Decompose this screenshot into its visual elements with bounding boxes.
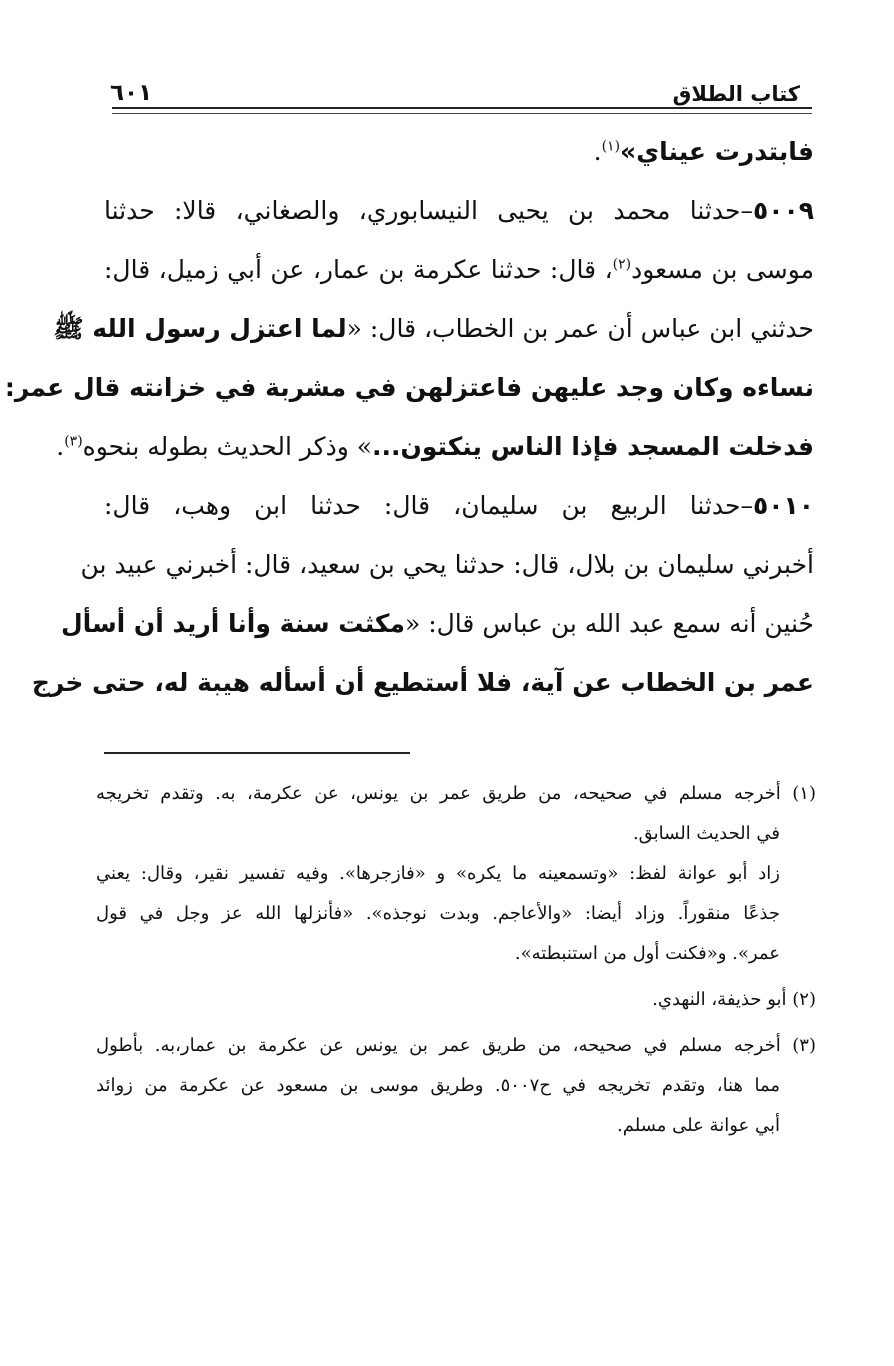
footnote-line: عمر». و«فكنت أول من استنبطته». — [514, 943, 780, 964]
footnotes — [96, 774, 816, 1152]
page-number: ٦٠١ — [110, 80, 153, 106]
footnote-line: (١) أخرجه مسلم في صحيحه، من طريق عمر بن يونس، عن عكرمة، به. وتقدم تخريجه — [96, 783, 816, 804]
footnote-2 — [96, 980, 816, 1020]
isnad-text: » وذكر الحديث بطوله بنحوه — [82, 432, 373, 461]
running-header — [110, 72, 800, 106]
footnote-line: مما هنا، وتقدم تخريجه في ح٥٠٠٧. وطريق موسى بن مسعود عن عكرمة من زوائد — [96, 1075, 781, 1096]
footnote-line: أبي عوانة على مسلم. — [617, 1115, 780, 1136]
header-rule-thin — [112, 113, 812, 114]
hadith-number: ٥٠١٠ — [752, 491, 814, 520]
footnote-ref: (٣) — [64, 433, 83, 450]
punctuation: . — [593, 137, 602, 166]
text-line — [104, 240, 814, 299]
footnote-1 — [96, 774, 816, 974]
hadith-number: ٥٠٠٩ — [752, 196, 814, 225]
hadith-text: فابتدرت عيناي» — [620, 137, 814, 166]
punctuation: . — [56, 432, 65, 461]
footnote-3 — [96, 1026, 816, 1146]
text-line: نساءه وكان وجد عليهن فاعتزلهن في مشربة في خزانته قال عمر: — [4, 373, 814, 402]
hadith-5009-heading — [104, 181, 814, 240]
chapter-title: كتاب الطلاق — [672, 82, 800, 106]
footnote-line: في الحديث السابق. — [632, 823, 780, 844]
footnote-line: زاد أبو عوانة لفظ: «وتسمعينه ما يكره» و «فازجرها». وفيه تفسير نقير، وقال: يعني — [96, 863, 780, 884]
isnad-text: ، قال: حدثنا عكرمة بن عمار، عن أبي زميل، قال: — [104, 255, 613, 284]
isnad-text: حدثني ابن عباس أن عمر بن الخطاب، قال: « — [346, 314, 814, 343]
main-text — [4, 122, 814, 712]
text-line — [53, 299, 814, 358]
footnote-ref: (١) — [601, 138, 621, 155]
text-line: أخبرني سليمان بن بلال، قال: حدثنا يحي بن سعيد، قال: أخبرني عبيد بن — [80, 550, 814, 579]
hadith-5010-heading — [104, 476, 814, 535]
hadith-text: لما اعتزل رسول الله ﷺ — [53, 314, 347, 343]
hadith-text: مكثت سنة وأنا أريد أن أسأل — [60, 609, 405, 638]
isnad-text: حُنين أنه سمع عبد الله بن عباس قال: « — [404, 609, 814, 638]
text-line — [60, 594, 814, 653]
text-line — [104, 122, 814, 181]
text-line: عمر بن الخطاب عن آية، فلا أستطيع أن أسأله هيبة له، حتى خرج — [31, 668, 814, 697]
header-rule — [112, 107, 812, 109]
isnad-text: –حدثنا محمد بن يحيى النيسابوري، والصغاني، قالا: حدثنا — [104, 196, 753, 225]
footnote-line: جذعًا منقوراً. وزاد أيضا: «والأعاجم. وبدت نوجذه». «فأنزلها الله عز وجل في قول — [96, 903, 780, 924]
footnote-ref: (٢) — [612, 256, 632, 273]
footnote-line: (٢) أبو حذيفة، النهدي. — [652, 989, 816, 1010]
hadith-text: فدخلت المسجد فإذا الناس ينكتون... — [372, 432, 814, 461]
footnote-line: (٣) أخرجه مسلم في صحيحه، من طريق عمر بن يونس عن عكرمة بن عمار،به. بأطول — [96, 1035, 816, 1056]
isnad-text: موسى بن مسعود — [631, 255, 814, 284]
isnad-text: –حدثنا الربيع بن سليمان، قال: حدثنا ابن وهب، قال: — [104, 491, 753, 520]
footnote-separator — [104, 752, 410, 754]
text-line — [56, 417, 814, 476]
